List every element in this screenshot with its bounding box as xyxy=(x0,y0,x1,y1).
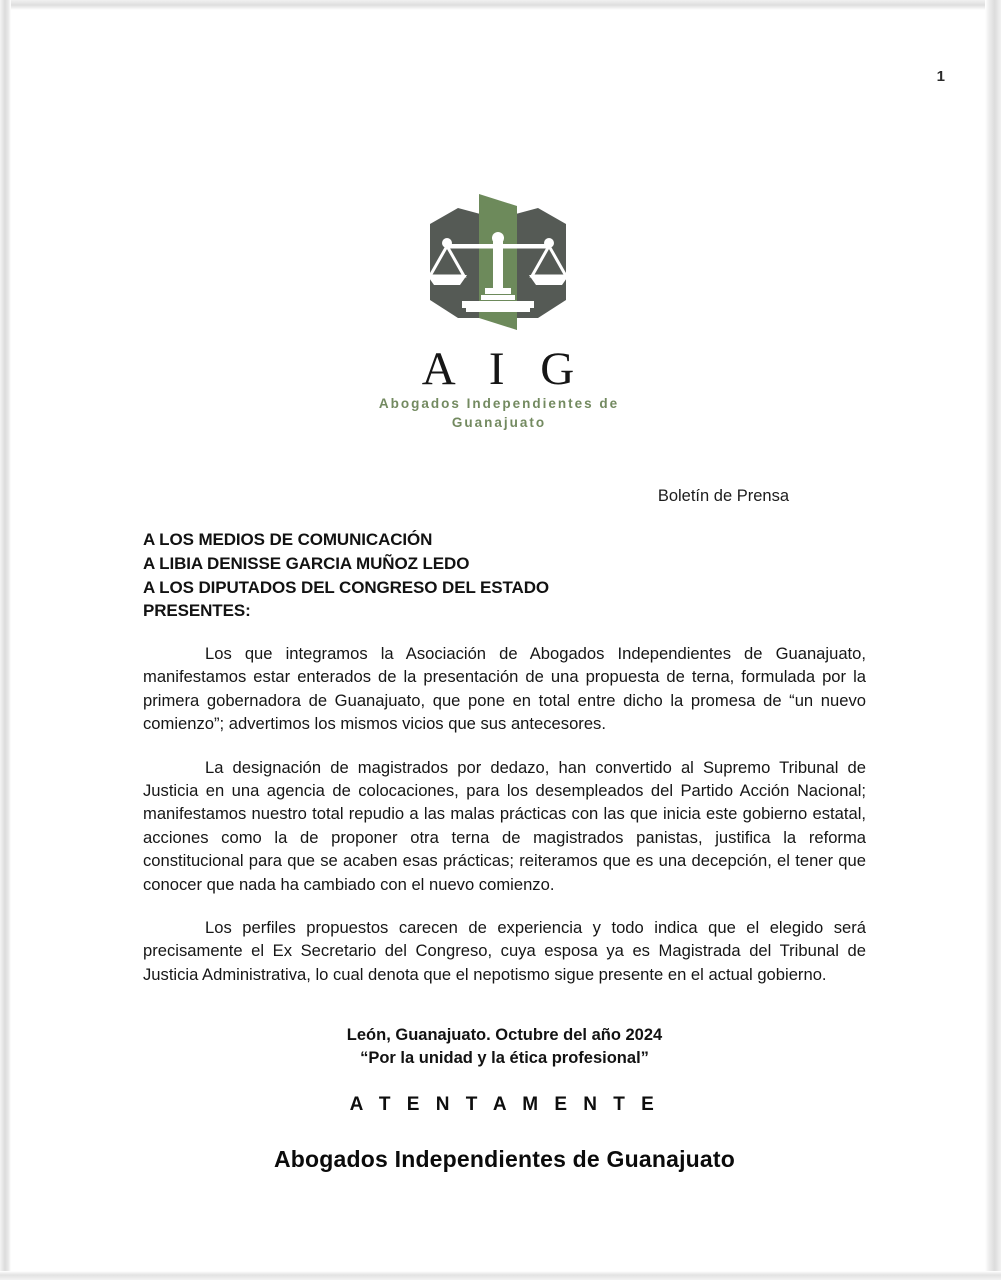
logo-subtitle-line-1: Abogados Independientes de xyxy=(378,396,620,412)
addressee-line: A LIBIA DENISSE GARCIA MUÑOZ LEDO xyxy=(143,553,470,573)
addressee-line: PRESENTES: xyxy=(143,601,251,621)
place-and-date: León, Guanajuato. Octubre del año 2024 xyxy=(346,1026,663,1044)
addressee-line: A LOS DIPUTADOS DEL CONGRESO DEL ESTADO xyxy=(143,577,550,597)
logo-acronym: A I G xyxy=(421,343,587,395)
motto: “Por la unidad y la ética profesional” xyxy=(360,1049,649,1067)
page-edge-left xyxy=(0,0,11,1280)
closing-block xyxy=(143,1024,866,1070)
sign-off: A T E N T A M E N T E xyxy=(349,1094,660,1115)
page-number: 1 xyxy=(936,68,945,85)
signature-organization: Abogados Independientes de Guanajuato xyxy=(273,1146,736,1172)
page-edge-bottom xyxy=(0,1271,1001,1280)
addressee-block xyxy=(143,528,866,623)
body-paragraph: Los perfiles propuestos carecen de experiencia y todo indica que el elegido será precisamente el Ex Secretario del Congreso, cuya esposa ya es Magistrada del Tribunal de Justicia Administrativa, lo cual denota que el nepotismo sigue presente en el actual gobierno. xyxy=(143,918,866,984)
bulletin-label: Boletín de Prensa xyxy=(657,487,789,505)
page-edge-right xyxy=(985,0,1001,1280)
addressee-line: A LOS MEDIOS DE COMUNICACIÓN xyxy=(143,530,433,549)
organization-logo xyxy=(11,188,985,432)
body-paragraph: La designación de magistrados por dedazo, han convertido al Supremo Tribunal de Justicia en una agencia de colocaciones, para los desempleados del Partido Acción Nacional; manifestamos nuestro total repudio a las malas prácticas con las que inicia este gobierno estatal, acciones como la de proponer otra terna de magistrados panistas, justifica la reforma constitucional para que se acaben esas prácticas; reiteramos que es una decepción, el tener que conocer que nada ha cambiado con el nuevo comienzo. xyxy=(143,757,866,894)
logo-subtitle-line-2: Guanajuato xyxy=(451,414,547,430)
document-page xyxy=(11,10,985,1271)
page-edge-top xyxy=(0,0,1001,10)
scales-of-justice-emblem-icon xyxy=(422,188,574,336)
body-paragraph: Los que integramos la Asociación de Abogados Independientes de Guanajuato, manifestamos estar enterados de la presentación de una propuesta de terna, formulada por la primera gobernadora de Guanajuato, que pone en total entre dicho la promesa de “un nuevo comienzo”; advertimos los mismos vicios que sus antecesores. xyxy=(143,644,866,734)
body-paragraphs xyxy=(143,642,866,986)
logo-subtitle xyxy=(11,395,985,431)
